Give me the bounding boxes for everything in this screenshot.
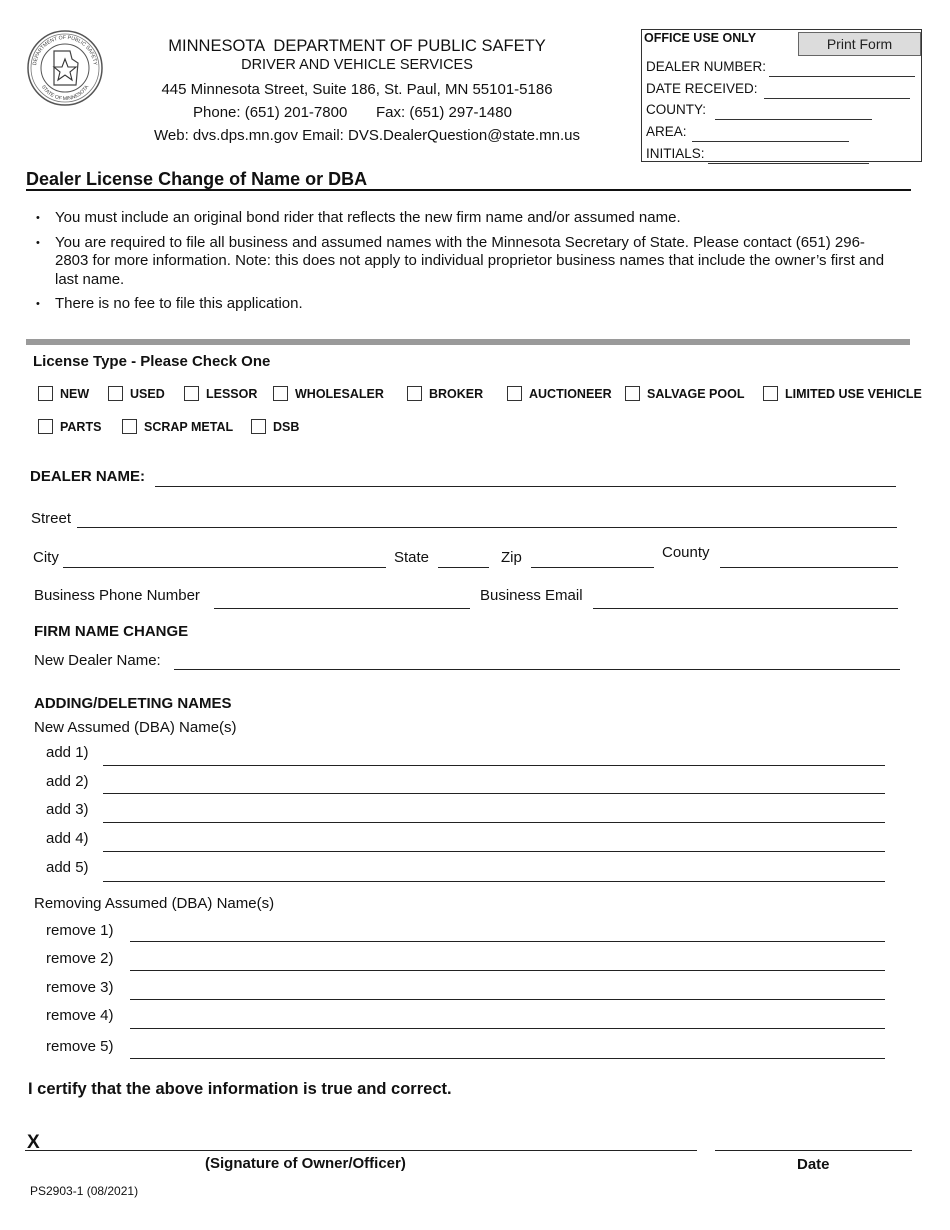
license-option-scrap-metal[interactable] (122, 419, 233, 434)
add-dba-label: add 2) (46, 773, 89, 790)
title-rule (26, 189, 911, 191)
form-number: PS2903-1 (08/2021) (30, 1184, 139, 1198)
remove-dba-input-4[interactable] (130, 1009, 885, 1029)
agency-name: MINNESOTA DEPARTMENT OF PUBLIC SAFETY (168, 37, 546, 55)
license-option-salvage-pool[interactable] (625, 386, 744, 401)
street-input[interactable] (77, 508, 897, 528)
license-option-parts[interactable] (38, 419, 101, 434)
remove-dba-label: remove 2) (46, 950, 114, 967)
office-date-received-input[interactable] (764, 79, 910, 99)
dealer-name-input[interactable] (155, 467, 896, 487)
date-label: Date (797, 1156, 830, 1173)
signature-label: (Signature of Owner/Officer) (205, 1155, 406, 1172)
zip-label: Zip (501, 549, 522, 566)
license-option-wholesaler[interactable] (273, 386, 384, 401)
certification-statement: I certify that the above information is true and correct. (28, 1080, 452, 1098)
checkbox-salvage-pool[interactable] (625, 386, 640, 401)
city-label: City (33, 549, 59, 566)
business-email-input[interactable] (593, 589, 898, 609)
checkbox-broker[interactable] (407, 386, 422, 401)
license-option-broker[interactable] (407, 386, 483, 401)
remove-dba-input-2[interactable] (130, 951, 885, 971)
business-phone-label: Business Phone Number (34, 587, 200, 604)
license-option-used[interactable] (108, 386, 165, 401)
svg-text:DEPARTMENT OF PUBLIC SAFETY: DEPARTMENT OF PUBLIC SAFETY (32, 34, 98, 66)
checkbox-new[interactable] (38, 386, 53, 401)
office-initials-input[interactable] (708, 144, 869, 164)
office-county-label: COUNTY: (646, 102, 707, 117)
agency-web-email: Web: dvs.dps.mn.gov Email: DVS.DealerQuestion@state.mn.us (154, 127, 580, 144)
add-dba-input-4[interactable] (103, 832, 885, 852)
license-option-label: LIMITED USE VEHICLE (785, 386, 922, 401)
form-title: Dealer License Change of Name or DBA (26, 169, 368, 189)
license-option-label: USED (130, 386, 165, 401)
signature-x-mark: X (27, 1132, 40, 1153)
license-option-label: WHOLESALER (295, 386, 384, 401)
license-type-heading: License Type - Please Check One (33, 353, 271, 370)
signature-input[interactable] (25, 1131, 697, 1151)
remove-dba-label: remove 3) (46, 979, 114, 996)
checkbox-used[interactable] (108, 386, 123, 401)
add-dba-label: add 3) (46, 801, 89, 818)
office-county-input[interactable] (715, 100, 872, 120)
office-use-title: OFFICE USE ONLY (644, 31, 757, 45)
agency-address: 445 Minnesota Street, Suite 186, St. Paul, MN 55101-5186 (161, 81, 553, 98)
office-county (646, 102, 706, 117)
office-dealer-number-input[interactable] (769, 57, 915, 77)
instruction-item: • There is no fee to file this application. (30, 295, 890, 314)
section-divider (26, 339, 910, 345)
license-option-label: PARTS (60, 419, 102, 434)
checkbox-parts[interactable] (38, 419, 53, 434)
office-area (646, 124, 687, 139)
print-form-button[interactable]: Print Form (798, 32, 921, 56)
adding-deleting-heading: ADDING/DELETING NAMES (34, 695, 232, 712)
remove-dba-heading: Removing Assumed (DBA) Name(s) (34, 895, 275, 912)
instructions-list (30, 209, 890, 320)
add-dba-label: add 5) (46, 859, 89, 876)
license-option-lessor[interactable] (184, 386, 257, 401)
checkbox-wholesaler[interactable] (273, 386, 288, 401)
add-dba-input-3[interactable] (103, 803, 885, 823)
add-dba-input-1[interactable] (103, 746, 885, 766)
agency-fax: Fax: (651) 297-1480 (376, 104, 512, 121)
county-label: County (662, 544, 710, 561)
office-date-received (646, 81, 758, 96)
state-label: State (394, 549, 430, 566)
date-input[interactable] (715, 1131, 912, 1151)
license-option-label: SCRAP METAL (144, 419, 234, 434)
add-dba-heading: New Assumed (DBA) Name(s) (34, 719, 237, 736)
license-option-label: SALVAGE POOL (647, 386, 745, 401)
business-email-label: Business Email (480, 587, 583, 604)
office-area-input[interactable] (692, 122, 849, 142)
license-option-limited-use-vehicle[interactable] (763, 386, 922, 401)
street-label: Street (31, 510, 72, 527)
office-date-received-label: DATE RECEIVED: (646, 81, 758, 96)
office-dealer-number-label: DEALER NUMBER: (646, 59, 767, 74)
office-area-label: AREA: (646, 124, 687, 139)
division-name: DRIVER AND VEHICLE SERVICES (241, 57, 473, 73)
office-initials-label: INITIALS: (646, 146, 705, 161)
svg-text:STATE OF MINNESOTA: STATE OF MINNESOTA (39, 84, 91, 103)
license-option-auctioneer[interactable] (507, 386, 612, 401)
office-dealer-number (646, 59, 766, 74)
office-initials (646, 146, 705, 161)
agency-phone: Phone: (651) 201-7800 (193, 104, 348, 121)
city-input[interactable] (63, 548, 386, 568)
license-option-new[interactable] (38, 386, 89, 401)
remove-dba-input-5[interactable] (130, 1039, 885, 1059)
remove-dba-label: remove 4) (46, 1007, 114, 1024)
license-option-dsb[interactable] (251, 419, 299, 434)
new-dealer-name-label: New Dealer Name: (34, 652, 161, 669)
new-dealer-name-input[interactable] (174, 650, 900, 670)
remove-dba-label: remove 5) (46, 1038, 114, 1055)
checkbox-limited-use-vehicle[interactable] (763, 386, 778, 401)
add-dba-input-5[interactable] (103, 862, 885, 882)
license-option-label: AUCTIONEER (529, 386, 612, 401)
instruction-item: • You must include an original bond rider that reflects the new firm name and/or assumed name. (30, 209, 890, 228)
remove-dba-input-1[interactable] (130, 922, 885, 942)
firm-name-change-heading: FIRM NAME CHANGE (34, 623, 189, 640)
remove-dba-label: remove 1) (46, 922, 114, 939)
remove-dba-input-3[interactable] (130, 980, 885, 1000)
license-option-label: BROKER (429, 386, 484, 401)
checkbox-scrap-metal[interactable] (122, 419, 137, 434)
add-dba-input-2[interactable] (103, 774, 885, 794)
checkbox-lessor[interactable] (184, 386, 199, 401)
state-input[interactable] (438, 548, 489, 568)
zip-input[interactable] (531, 548, 654, 568)
license-option-label: NEW (60, 386, 90, 401)
license-option-label: DSB (273, 419, 300, 434)
instruction-item: • You are required to file all business and assumed names with the Minnesota Secretary of State. Please contact (651) 296-2803 for more information. Note: this does not apply to individual proprietor business names that include the owner’s first and last name. (30, 234, 890, 290)
business-phone-input[interactable] (214, 589, 470, 609)
county-input[interactable] (720, 548, 898, 568)
dealer-name-label: DEALER NAME: (30, 468, 145, 485)
add-dba-label: add 1) (46, 744, 89, 761)
license-option-label: LESSOR (206, 386, 258, 401)
office-use-box (641, 29, 922, 162)
checkbox-auctioneer[interactable] (507, 386, 522, 401)
checkbox-dsb[interactable] (251, 419, 266, 434)
add-dba-label: add 4) (46, 830, 89, 847)
